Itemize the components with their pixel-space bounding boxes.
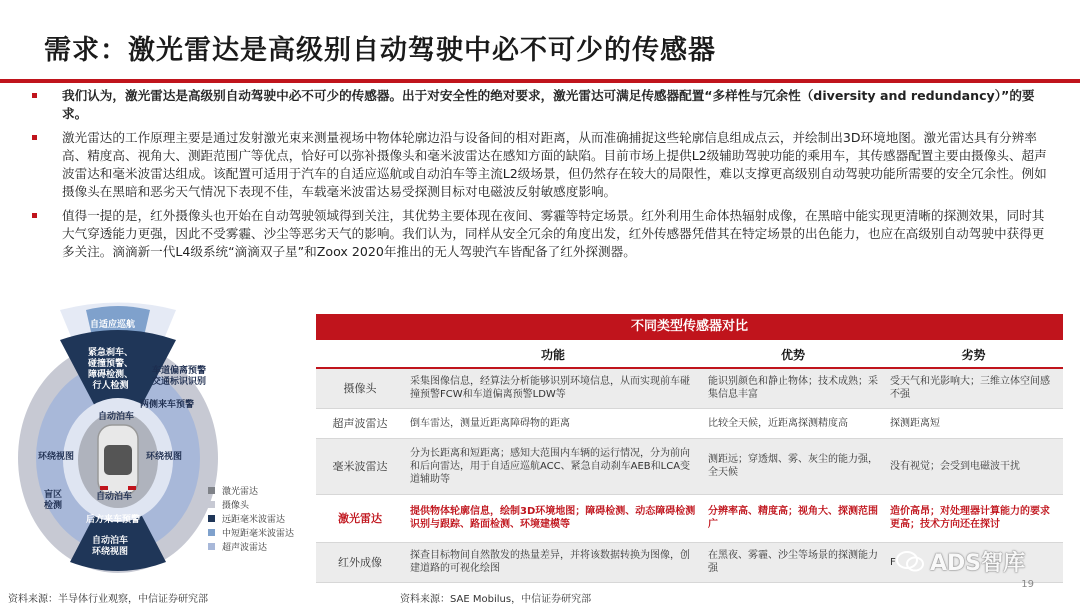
- sensor-advantage: 比较全天候，近距离探测精度高: [702, 408, 884, 438]
- legend-swatch: [208, 501, 215, 508]
- watermark-text: ADS智库: [930, 551, 1026, 576]
- sensor-disadvantage: 探测距离短: [884, 408, 1063, 438]
- legend-swatch: [208, 515, 215, 522]
- table-heading: 不同类型传感器对比: [316, 314, 1063, 340]
- legend-swatch: [208, 487, 215, 494]
- label-lane-departure: 车道偏离预警 交通标识识别: [152, 366, 207, 387]
- sensor-advantage: 测距远；穿透烟、雾、灰尘的能力强，全天候: [702, 438, 884, 494]
- sensor-disadvantage: 没有视觉；会受到电磁波干扰: [884, 438, 1063, 494]
- sensor-function: 探查目标物间自然散发的热量差异，并将该数据转换为图像，创建道路的可视化绘图: [404, 542, 702, 582]
- legend-item: [208, 511, 294, 525]
- page-title: 需求：激光雷达是高级别自动驾驶中必不可少的传感器: [44, 35, 716, 66]
- legend-item: [208, 497, 294, 511]
- legend-item: [208, 525, 294, 539]
- bullet-marker: [32, 93, 37, 98]
- sensor-name: 摄像头: [316, 368, 404, 408]
- page-number: 19: [1021, 579, 1034, 590]
- sensor-advantage: 分辨率高、精度高；视角大、探测范围广: [702, 494, 884, 542]
- label-park-surround: 自动泊车 环绕视图: [92, 536, 129, 557]
- legend-item: [208, 539, 294, 553]
- bullet-marker: [32, 135, 37, 140]
- column-header-function: 功能: [404, 342, 702, 368]
- watermark: [896, 546, 1025, 577]
- bullet-list: [30, 87, 1055, 267]
- sensor-disadvantage: F: [884, 542, 1063, 582]
- legend-item: [208, 483, 294, 497]
- sensor-name: 超声波雷达: [316, 408, 404, 438]
- sensor-advantage: 在黑夜、雾霾、沙尘等场景的探测能力强: [702, 542, 884, 582]
- sensor-name: 毫米波雷达: [316, 438, 404, 494]
- bullet-item: [30, 129, 1055, 201]
- bullet-text: 值得一提的是，红外摄像头也开始在自动驾驶领域得到关注，其优势主要体现在夜间、雾霾等特定场景。红外利用生命体热辐射成像，在黑暗中能实现更清晰的探测效果，同时其大气穿透能力更强，因此不受雾霾、沙尘等恶劣天气的影响。我们认为，同样从安全冗余的角度出发，红外传感器凭借其在特定场景的出色能力，也应在高级别自动驾驶中获得更多关注。滴滴新一代L4级系统“滴滴双子星”和Zoox 2020年推出的无人驾驶汽车皆配备了红外探测器。: [62, 208, 1045, 259]
- car-roof: [104, 445, 132, 475]
- legend-label: 摄像头: [222, 500, 250, 511]
- label-acc: 自适应巡航: [90, 320, 136, 330]
- label-cross-traffic: 两侧来车预警: [140, 400, 195, 410]
- table-row: [316, 368, 1063, 408]
- title-divider: [0, 79, 1080, 83]
- legend-label: 超声波雷达: [222, 542, 268, 553]
- table-row: [316, 408, 1063, 438]
- bullet-item: [30, 87, 1055, 123]
- sensor-function: 采集图像信息，经算法分析能够识别环境信息，从而实现前车碰撞预警FCW和车道偏离预警LDW等: [404, 368, 702, 408]
- car-taillight-right: [128, 486, 136, 490]
- diagram-legend: [208, 483, 294, 553]
- source-left: 资料来源：半导体行业观察，中信证券研究部: [8, 594, 208, 605]
- sensor-disadvantage: 造价高昂；对处理器计算能力的要求更高；技术方向还在探讨: [884, 494, 1063, 542]
- column-header-advantage: 优势: [702, 342, 884, 368]
- bullet-text: 激光雷达的工作原理主要是通过发射激光束来测量视场中物体轮廓边沿与设备间的相对距离，从而准确捕捉这些轮廓信息组成点云，并绘制出3D环境地图。激光雷达具有分辨率高、精度高、视角大、测距范围广等优点，恰好可以弥补摄像头和毫米波雷达在感知方面的缺陷。目前市场上提供L2级辅助驾驶功能的乘用车，其传感器配置主要由摄像头、超声波雷达和毫米波雷达组成。该配置可适用于汽车的自适应巡航或自动泊车等主流L2级场景，但仍然存在较大的局限性，难以支撑更高级别自动驾驶功能所需要的安全冗余性。例如摄像头在黑暗和恶劣天气情况下表现不佳，车载毫米波雷达易受探测目标对电磁波反射敏感度影响。: [62, 130, 1047, 199]
- bullet-item: [30, 207, 1055, 261]
- bullet-marker: [32, 213, 37, 218]
- car-taillight-left: [100, 486, 108, 490]
- label-surround-right: 环绕视图: [146, 452, 183, 462]
- sensor-function: 分为长距离和短距离；感知大范围内车辆的运行情况，分为前向和后向雷达，用于自适应巡航ACC、紧急自动刹车AEB和LCA变道辅助等: [404, 438, 702, 494]
- label-surround-left: 环绕视图: [38, 452, 75, 462]
- label-auto-park-front: 自动泊车: [98, 412, 135, 422]
- sensor-name: 激光雷达: [316, 494, 404, 542]
- legend-label: 中短距毫米波雷达: [222, 528, 295, 539]
- label-auto-park-rear: 自动泊车: [96, 492, 133, 502]
- label-emergency: 紧急刹车、 碰撞预警、 障碍检测、 行人检测: [88, 348, 134, 391]
- legend-label: 远距毫米波雷达: [222, 514, 286, 525]
- legend-swatch: [208, 543, 215, 550]
- bullet-bold-text: 我们认为，激光雷达是高级别自动驾驶中必不可少的传感器。出于对安全性的绝对要求，激光雷达可满足传感器配置“多样性与冗余性（diversity and redundancy）”的要求。: [62, 88, 1035, 121]
- sensor-advantage: 能识别颜色和静止物体；技术成熟；采集信息丰富: [702, 368, 884, 408]
- label-rear-cross: 后方来车预警: [86, 515, 141, 525]
- column-header: [316, 342, 404, 368]
- sensor-function: 提供物体轮廓信息，绘制3D环境地图；障碍检测、动态障碍检测识别与跟踪、路面检测、环境建模等: [404, 494, 702, 542]
- sensor-function: 倒车雷达，测量近距离障碍物的距离: [404, 408, 702, 438]
- source-right: 资料来源：SAE Mobilus，中信证券研究部: [400, 594, 592, 605]
- table-row: [316, 438, 1063, 494]
- legend-label: 激光雷达: [222, 486, 259, 497]
- legend-swatch: [208, 529, 215, 536]
- column-header-disadvantage: 劣势: [884, 342, 1063, 368]
- sensor-disadvantage: 受天气和光影响大；三维立体空间感不强: [884, 368, 1063, 408]
- sensor-name: 红外成像: [316, 542, 404, 582]
- chat-bubble-icon: [896, 551, 924, 573]
- table-header-row: [316, 342, 1063, 368]
- label-blind-spot: 盲区 检测: [44, 490, 63, 511]
- table-row-lidar: [316, 494, 1063, 542]
